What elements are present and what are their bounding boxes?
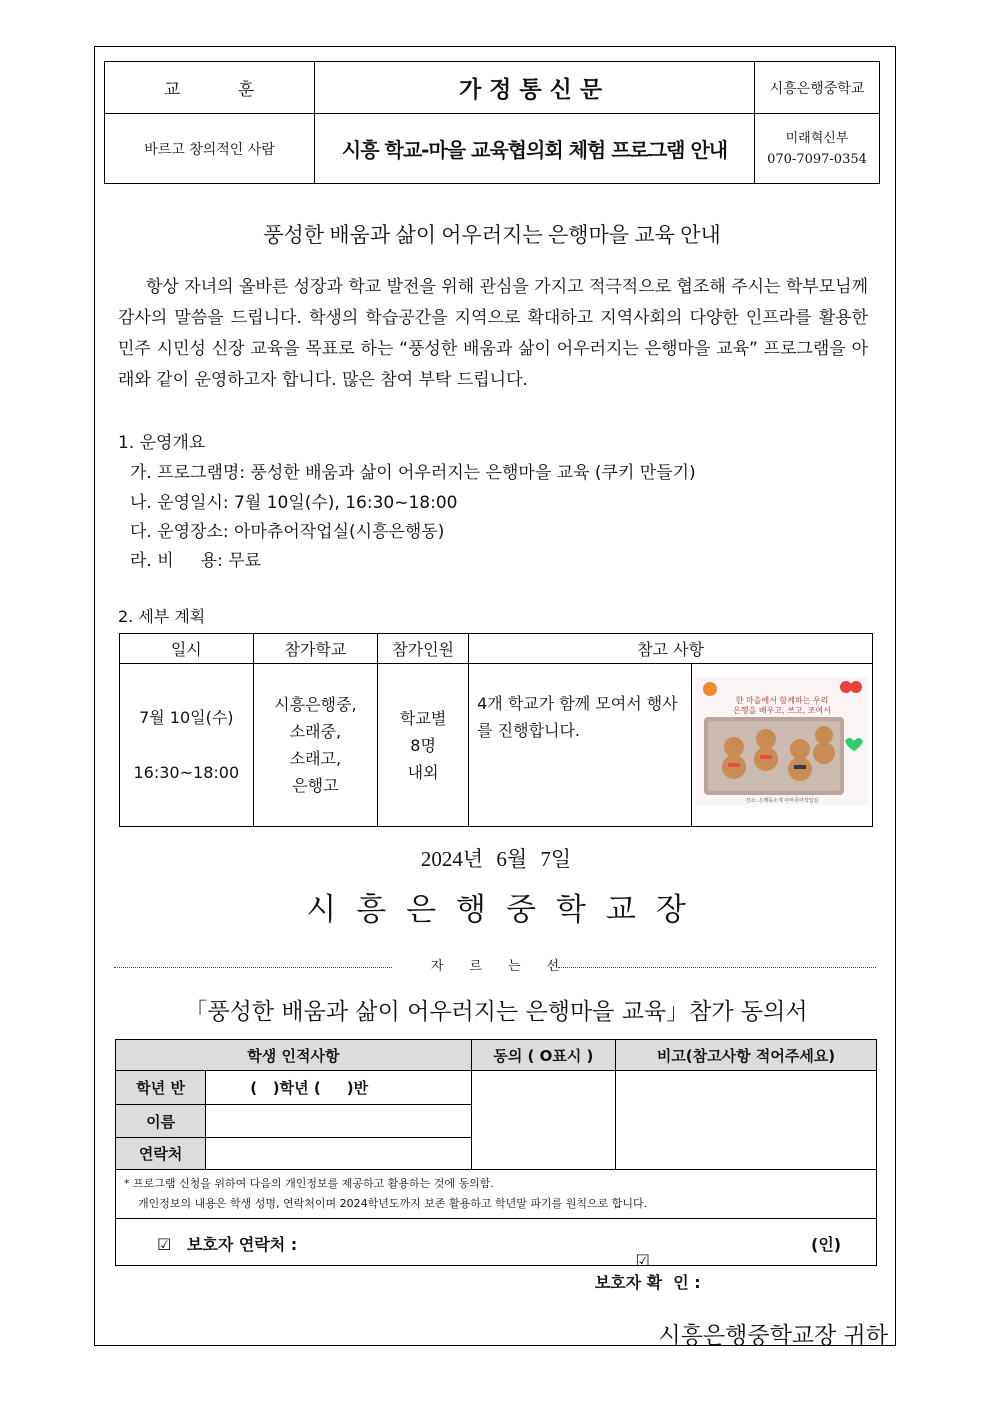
cut-line xyxy=(114,955,876,975)
grade-class-field[interactable]: ( )학년 ( )반 xyxy=(206,1071,472,1105)
col-datetime: 일시 xyxy=(120,634,254,664)
school-item: 소래고, xyxy=(289,749,342,768)
checkbox-icon[interactable]: ☑ xyxy=(635,1251,650,1270)
guardian-confirm-group xyxy=(529,1232,701,1312)
overview-item-datetime: 나. 운영일시: 7월 10일(수), 16:30~18:00 xyxy=(130,493,458,513)
cookie-poster-image xyxy=(696,677,868,805)
signature-row xyxy=(116,1219,877,1292)
privacy-notice xyxy=(116,1170,877,1219)
plan-date: 7월 10일(수) xyxy=(139,708,234,727)
header-table xyxy=(104,61,880,184)
plan-time: 16:30~18:00 xyxy=(133,763,240,782)
issue-date: 2024년 6월 7일 xyxy=(420,847,572,871)
privacy-notice-line1: * 프로그램 신청을 위하여 다음의 개인정보를 제공하고 활용하는 것에 동의함. xyxy=(124,1177,494,1190)
poster-cell xyxy=(692,664,873,827)
intro-paragraph xyxy=(118,272,868,396)
contact-label: 연락처 xyxy=(116,1138,206,1170)
newsletter-title: 가정통신문 xyxy=(315,62,755,114)
subtitle: 시흥 학교-마을 교육협의회 체험 프로그램 안내 xyxy=(315,114,755,184)
section2-heading: 2. 세부 계획 xyxy=(118,607,206,626)
principal-name: 시흥은행중학교장 xyxy=(306,892,706,928)
department: 미래혁신부 xyxy=(785,130,849,146)
plan-table xyxy=(119,633,873,827)
remarks-field[interactable] xyxy=(615,1071,876,1170)
section1-heading: 1. 운영개요 xyxy=(118,433,206,453)
col-participants: 참가인원 xyxy=(378,634,469,664)
participants-line: 학교별 xyxy=(399,708,447,728)
participants-line: 8명 xyxy=(410,735,436,755)
school-item: 소래중, xyxy=(289,722,342,741)
name-label: 이름 xyxy=(116,1105,206,1138)
privacy-notice-line2: 개인정보의 내용은 학생 성명, 연락처이며 2024학년도까지 보존 활용하고 학년말 파기를 원칙으로 합니다. xyxy=(138,1197,648,1210)
col-schools: 참가학교 xyxy=(253,634,377,664)
guardian-contact-label: 보호자 연락처 : xyxy=(186,1235,298,1254)
document-title: 풍성한 배움과 삶이 어우러지는 은행마을 교육 안내 xyxy=(263,223,721,247)
guardian-confirm-label: 보호자 확 인 : xyxy=(594,1273,701,1292)
seal-mark: (인) xyxy=(811,1235,842,1254)
school-item: 시흥은행중, xyxy=(274,695,357,714)
plan-participants-cell xyxy=(378,664,469,827)
cut-line-label: 자르는선 xyxy=(430,959,586,974)
col-student-info: 학생 인적사항 xyxy=(116,1040,472,1071)
consent-title: 「풍성한 배움과 삶이 어우러지는 은행마을 교육」참가 동의서 xyxy=(184,999,808,1025)
department-contact xyxy=(755,114,880,184)
overview-item-cost: 라. 비 용: 무료 xyxy=(130,551,262,571)
plan-note-cell xyxy=(469,664,692,827)
agree-field[interactable] xyxy=(471,1071,615,1170)
poster-line2: 은행을 배우고, 쓰고, 조여서 xyxy=(733,706,831,715)
grade-class-label: 학년 반 xyxy=(116,1071,206,1105)
motto: 바르고 창의적인 사람 xyxy=(105,114,315,184)
contact-field[interactable] xyxy=(206,1138,472,1170)
checkbox-icon[interactable]: ☑ xyxy=(157,1235,172,1254)
consent-form-table xyxy=(115,1039,877,1292)
plan-note: 4개 학교가 함께 모여서 행사를 진행합니다. xyxy=(477,694,678,740)
intro-text: 항상 자녀의 올바른 성장과 학교 발전을 위해 관심을 가지고 적극적으로 협조해 주시는 학부모님께 감사의 말씀을 드립니다. 학생의 학습공간을 지역으로 확대하고 지역사회의 다양한 인프라를 활용한 민주 시민성 신장 교육을 목표로 하는 “풍성한 배움과 삶이 어우러지는 은행마을 교육” 프로그램을 아래와 같이 운영하고자 합니다. 많은 참여 부탁 드립니다. xyxy=(118,277,868,390)
col-agree: 동의 ( O표시 ) xyxy=(471,1040,615,1071)
motto-label: 교 훈 xyxy=(105,62,315,114)
poster-line1: 한 마을에서 함께하는 우리 xyxy=(735,696,829,705)
participants-line: 내외 xyxy=(407,762,439,782)
col-remarks: 비고(참고사항 적어주세요) xyxy=(615,1040,876,1071)
school-name: 시흥은행중학교 xyxy=(755,62,880,114)
overview-item-program: 가. 프로그램명: 풍성한 배움과 삶이 어우러지는 은행마을 교육 (쿠키 만들기) xyxy=(130,463,696,483)
poster-caption: 장소: 은행동소재 아마츄어작업실 xyxy=(745,798,819,804)
footer-recipient: 시흥은행중학교장 귀하 xyxy=(658,1323,888,1349)
guardian-contact-group xyxy=(157,1232,297,1255)
department-phone: 070-7097-0354 xyxy=(767,151,867,167)
plan-schools-cell xyxy=(253,664,377,827)
plan-datetime-cell xyxy=(120,664,254,827)
overview-item-place: 다. 운영장소: 아마츄어작업실(시흥은행동) xyxy=(130,522,445,542)
col-notes: 참고 사항 xyxy=(469,634,873,664)
name-field[interactable] xyxy=(206,1105,472,1138)
school-item: 은행고 xyxy=(292,776,339,795)
